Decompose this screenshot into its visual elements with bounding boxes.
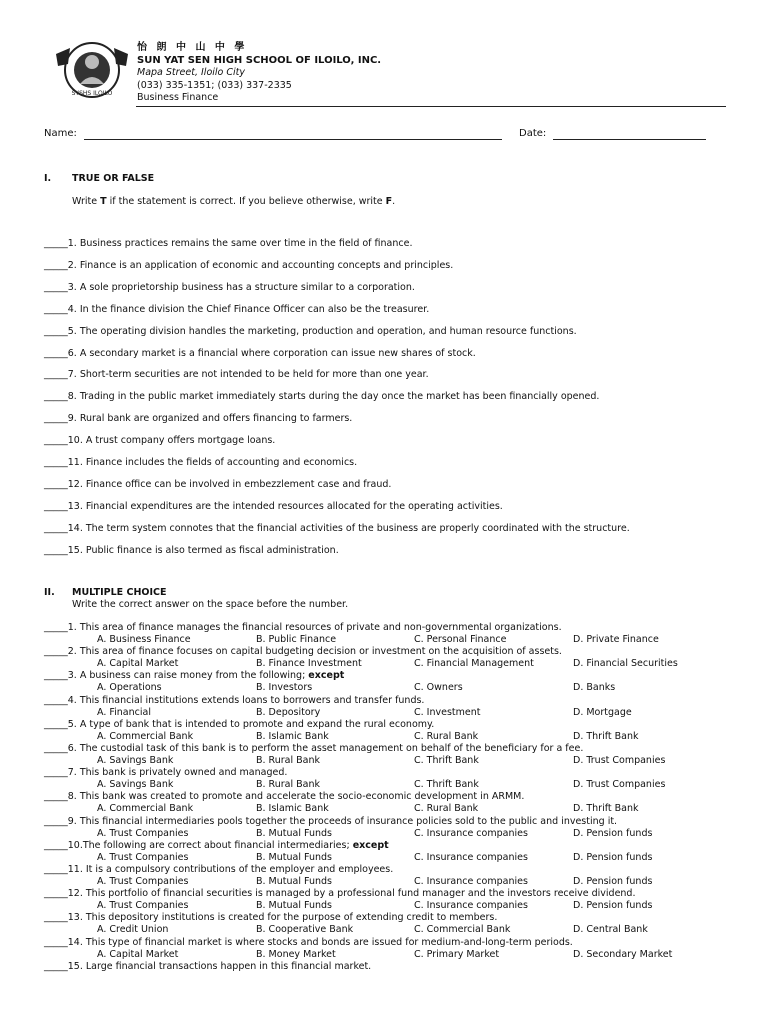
mc-option: C. Insurance companies [414, 851, 528, 863]
true-false-item[interactable]: _____13. Financial expenditures are the intended resources allocated for the operating activities. [44, 500, 503, 512]
mc-option: B. Depository [256, 706, 321, 718]
section-1-instruction: Write T if the statement is correct. If you believe otherwise, write F. [72, 196, 396, 207]
mc-question[interactable]: _____14. This type of financial market is where stocks and bonds are issued for medium-and-long-term periods. [44, 936, 573, 948]
mc-option: B. Mutual Funds [256, 827, 332, 839]
mc-option: B. Money Market [256, 948, 336, 960]
mc-question[interactable]: _____10.The following are correct about financial intermediaries; except [44, 839, 389, 851]
mc-option: C. Owners [414, 682, 463, 694]
mc-question[interactable]: _____3. A business can raise money from the following; except [44, 670, 345, 682]
mc-options [97, 828, 717, 840]
mc-option: D. Banks [573, 682, 616, 694]
name-date-row [44, 128, 724, 142]
mc-options [97, 876, 717, 888]
mc-option: D. Private Finance [573, 634, 659, 645]
mc-option: C. Rural Bank [414, 730, 479, 742]
mc-option: D. Pension funds [573, 851, 653, 863]
mc-option: C. Personal Finance [414, 634, 507, 645]
mc-options [97, 634, 717, 646]
mc-option: B. Finance Investment [256, 658, 362, 670]
mc-option: C. Insurance companies [414, 876, 528, 887]
mc-question[interactable]: _____2. This area of finance focuses on capital budgeting decision or investment on the acquisition of assets. [44, 646, 562, 658]
section-1-title: TRUE OR FALSE [72, 173, 155, 184]
date-blank-line[interactable] [553, 139, 706, 140]
true-false-item[interactable]: _____9. Rural bank are organized and offers financing to farmers. [44, 413, 353, 425]
true-false-item[interactable]: _____11. Finance includes the fields of accounting and economics. [44, 457, 358, 468]
mc-question[interactable]: _____1. This area of finance manages the financial resources of private and non-governmental organizations. [44, 622, 562, 633]
mc-option: A. Capital Market [97, 948, 179, 960]
mc-option: B. Investors [256, 682, 313, 694]
mc-options [97, 852, 717, 864]
mc-option: C. Commercial Bank [414, 924, 511, 936]
mc-option: A. Trust Companies [97, 876, 189, 887]
mc-question[interactable]: _____8. This bank was created to promote and accelerate the socio-economic development in ARMM. [44, 791, 525, 803]
true-false-item[interactable]: _____1. Business practices remains the same over time in the field of finance. [44, 238, 413, 249]
mc-option: A. Trust Companies [97, 900, 189, 912]
mc-option: A. Trust Companies [97, 827, 189, 839]
mc-option: A. Operations [97, 682, 162, 694]
mc-option: C. Insurance companies [414, 827, 528, 839]
mc-option: A. Trust Companies [97, 851, 189, 863]
mc-question[interactable]: _____5. A type of bank that is intended to promote and expand the rural economy. [44, 718, 435, 730]
true-false-item[interactable]: _____3. A sole proprietorship business has a structure similar to a corporation. [44, 281, 415, 293]
mc-options [97, 682, 717, 694]
mc-options [97, 755, 717, 767]
mc-options [97, 731, 717, 743]
mc-option: D. Central Bank [573, 924, 648, 936]
mc-options [97, 924, 717, 936]
mc-options [97, 707, 717, 719]
mc-option: B. Rural Bank [256, 755, 320, 766]
school-address: Mapa Street, Iloilo City [137, 67, 245, 78]
mc-question[interactable]: _____7. This bank is privately owned and managed. [44, 767, 288, 779]
mc-option: A. Credit Union [97, 924, 169, 936]
mc-options [97, 779, 717, 791]
mc-option: C. Thrift Bank [414, 755, 479, 766]
true-false-item[interactable]: _____12. Finance office can be involved in embezzlement case and fraud. [44, 478, 392, 490]
mc-option: B. Rural Bank [256, 779, 320, 791]
school-header [137, 42, 381, 105]
mc-question[interactable]: _____4. This financial institutions extends loans to borrowers and transfer funds. [44, 694, 425, 706]
mc-option: B. Cooperative Bank [256, 924, 354, 936]
mc-question[interactable]: _____15. Large financial transactions happen in this financial market. [44, 960, 372, 972]
mc-option: B. Mutual Funds [256, 876, 332, 887]
mc-option: B. Public Finance [256, 634, 337, 645]
true-false-item[interactable]: _____4. In the finance division the Chief Finance Officer can also be the treasurer. [44, 303, 430, 315]
header-divider [136, 106, 726, 107]
mc-option: C. Rural Bank [414, 803, 479, 815]
true-false-item[interactable]: _____8. Trading in the public market immediately starts during the day once the market has been financially opened. [44, 391, 600, 403]
date-label: Date: [519, 128, 547, 139]
section-2-number: II. [44, 587, 55, 598]
school-logo [52, 40, 132, 100]
logo-text: SYSHS ILOILO [71, 90, 113, 97]
mc-option: B. Islamic Bank [256, 730, 329, 742]
mc-option: D. Pension funds [573, 827, 653, 839]
school-name: SUN YAT SEN HIGH SCHOOL OF ILOILO, INC. [137, 54, 382, 66]
mc-option: D. Thrift Bank [573, 803, 639, 815]
mc-options [97, 900, 717, 912]
mc-option: A. Capital Market [97, 658, 179, 670]
section-2-heading [44, 587, 166, 598]
mc-question[interactable]: _____12. This portfolio of financial securities is managed by a professional fund manager and the investors receive dividend. [44, 888, 636, 900]
mc-option: C. Thrift Bank [414, 779, 479, 791]
mc-option: D. Financial Securities [573, 658, 678, 670]
mc-question[interactable]: _____13. This depository institutions is created for the purpose of extending credit to members. [44, 912, 498, 924]
chinese-school-name: 怡 朗 中 山 中 學 [137, 42, 248, 53]
subject-name: Business Finance [137, 92, 219, 103]
mc-option: B. Islamic Bank [256, 803, 329, 815]
section-2-title: MULTIPLE CHOICE [72, 587, 167, 598]
mc-question[interactable]: _____11. It is a compulsory contributions of the employer and employees. [44, 864, 394, 875]
true-false-item[interactable]: _____14. The term system connotes that the financial activities of the business are properly coordinated with the structure. [44, 522, 630, 534]
mc-option: A. Commercial Bank [97, 730, 194, 742]
mc-option: C. Insurance companies [414, 900, 528, 912]
mc-question[interactable]: _____9. This financial intermediaries pools together the proceeds of insurance policies sold to the public and investing it. [44, 815, 618, 827]
mc-option: D. Thrift Bank [573, 730, 639, 742]
section-1-heading [44, 173, 154, 184]
school-phones: (033) 335-1351; (033) 337-2335 [137, 79, 292, 91]
true-false-item[interactable]: _____10. A trust company offers mortgage loans. [44, 435, 276, 447]
mc-option: D. Trust Companies [573, 779, 666, 791]
mc-question[interactable]: _____6. The custodial task of this bank is to perform the asset management on behalf of the beneficiary for a fee. [44, 743, 584, 754]
mc-option: B. Mutual Funds [256, 900, 332, 912]
mc-option: A. Business Finance [97, 634, 191, 645]
true-false-item[interactable]: _____15. Public finance is also termed as fiscal administration. [44, 544, 339, 556]
mc-option: C. Primary Market [414, 948, 500, 960]
mc-option: A. Commercial Bank [97, 803, 194, 815]
mc-options [97, 658, 717, 670]
mc-options [97, 803, 717, 815]
mc-option: D. Trust Companies [573, 755, 666, 766]
mc-option: A. Financial [97, 706, 151, 718]
mc-option: B. Mutual Funds [256, 851, 332, 863]
true-false-item[interactable]: _____6. A secondary market is a financial where corporation can issue new shares of stock. [44, 347, 476, 359]
true-false-item[interactable]: _____5. The operating division handles the marketing, production and operation, and human resource functions. [44, 325, 577, 337]
mc-option: C. Investment [414, 706, 481, 718]
mc-option: A. Savings Bank [97, 755, 174, 766]
true-false-item[interactable]: _____7. Short-term securities are not intended to be held for more than one year. [44, 369, 429, 381]
mc-option: C. Financial Management [414, 658, 534, 670]
mc-option: A. Savings Bank [97, 779, 174, 791]
section-2-instruction: Write the correct answer on the space before the number. [72, 599, 349, 610]
mc-options [97, 949, 717, 961]
section-1-number: I. [44, 173, 52, 184]
mc-option: D. Pension funds [573, 876, 653, 887]
true-false-item[interactable]: _____2. Finance is an application of economic and accounting concepts and principles. [44, 259, 454, 271]
mc-option: D. Pension funds [573, 900, 653, 912]
name-blank-line[interactable] [84, 139, 502, 140]
mc-option: D. Secondary Market [573, 948, 673, 960]
name-label: Name: [44, 128, 77, 139]
mc-option: D. Mortgage [573, 706, 632, 718]
